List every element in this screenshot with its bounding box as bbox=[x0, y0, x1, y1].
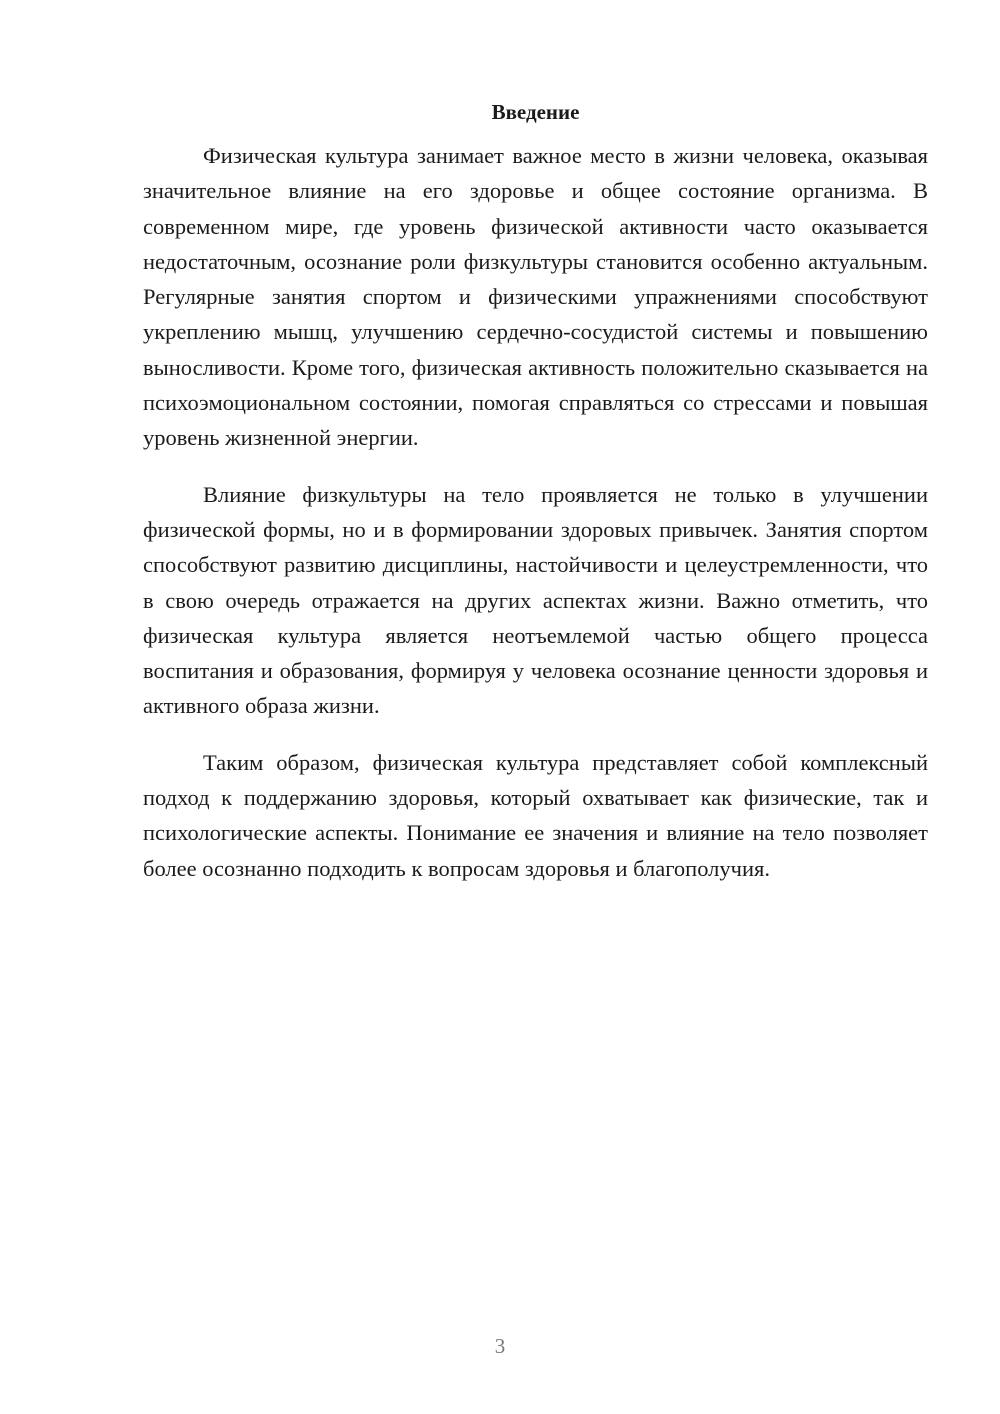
paragraph-1: Физическая культура занимает важное место в жизни человека, оказывая значительное влияние на его здоровье и общее состояние организма. В современном мире, где уровень физической активности часто оказывается недостаточным, осознание роли физкультуры становится особенно актуальным. Регулярные занятия спортом и физическими упражнениями способствуют укреплению мышц, улучшению сердечно-сосудистой системы и повышению выносливости. Кроме того, физическая активность положительно сказывается на психоэмоциональном состоянии, помогая справляться со стрессами и повышая уровень жизненной энергии. bbox=[143, 143, 928, 451]
document-body bbox=[143, 98, 928, 907]
paragraph-3: Таким образом, физическая культура представляет собой комплексный подход к поддержанию здоровья, который охватывает как физические, так и психологические аспекты. Понимание ее значения и влияние на тело позволяет более осознанно подходить к вопросам здоровья и благополучия. bbox=[143, 749, 928, 881]
paragraph-2: Влияние физкультуры на тело проявляется не только в улучшении физической формы, но и в формировании здоровых привычек. Занятия спортом способствуют развитию дисциплины, настойчивости и целеустремленности, что в свою очередь отражается на других аспектах жизни. Важно отметить, что физическая культура является неотъемлемой частью общего процесса воспитания и образования, формируя у человека осознание ценности здоровья и активного образа жизни. bbox=[143, 481, 928, 719]
page-number: 3 bbox=[494, 1334, 506, 1358]
section-title: Введение bbox=[491, 100, 580, 124]
